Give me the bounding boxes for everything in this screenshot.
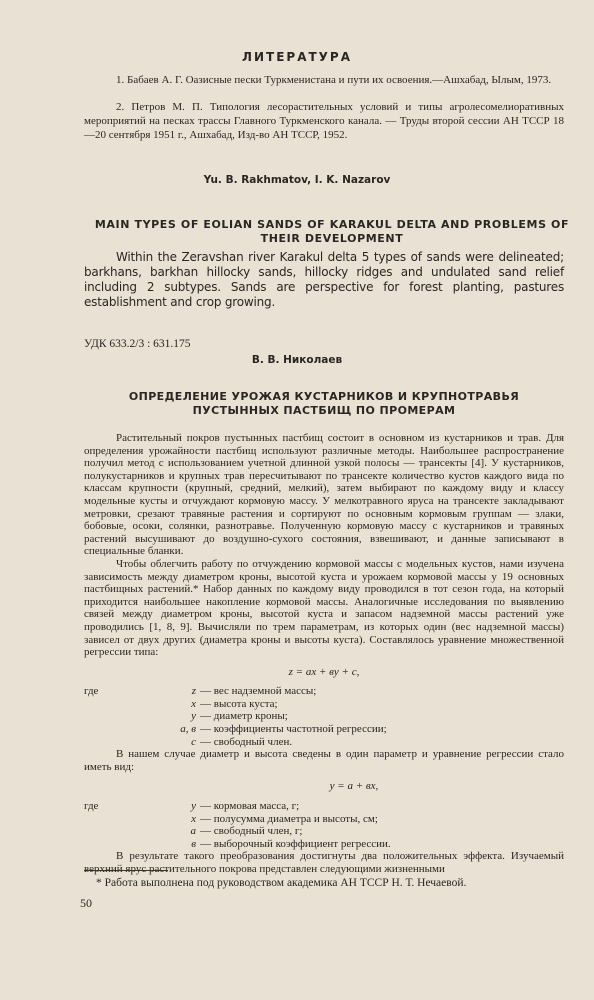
article-author: В. В. Николаев (251, 354, 343, 366)
paragraph-2: Чтобы облегчить работу по отчуждению кормовой массы с модельных кустов, нами изучена зависимость между диаметром кроны, высотой куста и урожаем кормовой массы у 19 основных пастбищных растений.* Набор данных по каждому виду проводился в тот сезон года, на который приходится наибольшее накопление кормовой массы. Аналогичные исследования по выявлению связей между диаметром кроны, высотой куста и запасом надземной массы растений уже проводились [1, 8, 9]. Вычисляли по трем параметрам, из которых один (вес надземной массы) зависел от двух других (диаметра кроны и высоты куста). Составлялось уравнение множественной регрессии типа: (84, 557, 564, 659)
reference-1: 1. Бабаев А. Г. Оазисные пески Туркменистана и пути их освоения.—Ашхабад, Ылым, 1973. (116, 74, 552, 86)
literature-heading: ЛИТЕРАТУРА (242, 50, 352, 64)
legend-symbol: x (191, 697, 196, 710)
formula-2-legend (84, 800, 564, 850)
page-number: 50 (80, 896, 92, 910)
paragraph-1: Растительный покров пустынных пастбищ состоит в основном из кустарников и трав. Для определения урожайности пастбищ используют различные методы. Наибольшее распространение получил метод с использованием учетной длинной узкой полосы — трансекты [4]. У кустарников, полукустарников и крупных трав пересчитывают по трансекте количество кустов каждого вида по классам крупности (крупный, средний, мелкий), затем выбирают по каждому виду и классу модельные кусты и отчуждают кормовую массу. У мелкотравного яруса на трансекте закладывают метровки, срезают травяные растения и сортируют по основным кормовым группам — злаки, бобовые, осоки, солянки, разнотравье. Полученную кормовую массу с кустарников и травяных растений высушивают до воздушно-сухого состояния, взвешивают, и данные записывают в специальные бланки. (84, 432, 564, 558)
legend-text: — свободный член. (200, 735, 293, 748)
legend-lead: где (84, 685, 99, 698)
legend-symbol: c (191, 735, 196, 748)
legend-lead: где (84, 800, 99, 813)
legend-symbol: в (191, 837, 196, 850)
legend-symbol: y (191, 800, 196, 813)
udk-code: УДК 633.2/3 : 631.175 (84, 338, 191, 350)
summary-authors: Yu. B. Rakhmatov, I. K. Nazarov (203, 174, 391, 186)
article-body (84, 432, 564, 876)
paragraph-3: В нашем случае диаметр и высота сведены в один параметр и уравнение регрессии стало иметь вид: (84, 748, 564, 773)
legend-text: — вес надземной массы; (200, 685, 317, 698)
legend-text: — свободный член, г; (200, 825, 303, 838)
legend-text: — коэффициенты частотной регрессии; (200, 723, 387, 736)
footnote-rule (84, 870, 168, 871)
summary-abstract: Within the Zeravshan river Karakul delta 5 types of sands were delineated; barkhans, barkhan hillocky sands, hillocky ridges and undulated sand relief including 2 subtypes. Sands are perspective for forest planting, pastures establishment and crop growing. (84, 250, 564, 309)
legend-text: — выборочный коэффициент регрессии. (200, 837, 391, 850)
formula-multiple-regression: z = ax + вy + c, (288, 665, 360, 678)
footnote: * Работа выполнена под руководством академика АН ТССР Н. Т. Нечаевой. (96, 877, 467, 889)
legend-text: — полусумма диаметра и высоты, см; (200, 812, 378, 825)
article-title: ОПРЕДЕЛЕНИЕ УРОЖАЯ КУСТАРНИКОВ И КРУПНОТРАВЬЯ ПУСТЫННЫХ ПАСТБИЩ ПО ПРОМЕРАМ (128, 390, 520, 417)
legend-symbol: y (191, 710, 196, 723)
summary-title: MAIN TYPES OF EOLIAN SANDS OF KARAKUL DELTA AND PROBLEMS OF THEIR DEVELOPMENT (94, 218, 570, 245)
formula-linear-regression: y = a + вx, (329, 780, 379, 793)
formula-1-legend (84, 685, 564, 748)
legend-symbol: a, в (180, 723, 196, 736)
legend-text: — диаметр кроны; (200, 710, 288, 723)
legend-text: — кормовая масса, г; (200, 800, 300, 813)
reference-2: 2. Петров М. П. Типология лесорастительных условий и типы агролесомелиоративных мероприятий на песках трассы Главного Туркменского канала. — Труды второй сессии АН ТССР 18—20 сентября 1951 г., Ашхабад, Изд-во АН ТССР, 1952. (84, 101, 564, 141)
legend-text: — высота куста; (200, 697, 278, 710)
legend-symbol: z (191, 685, 196, 698)
legend-symbol: x (191, 812, 196, 825)
legend-symbol: a (190, 825, 196, 838)
paragraph-4: В результате такого преобразования достигнуты два положительных эффекта. Изучаемый верхний ярус растительного покрова представлен следующими жизненными (84, 850, 564, 875)
